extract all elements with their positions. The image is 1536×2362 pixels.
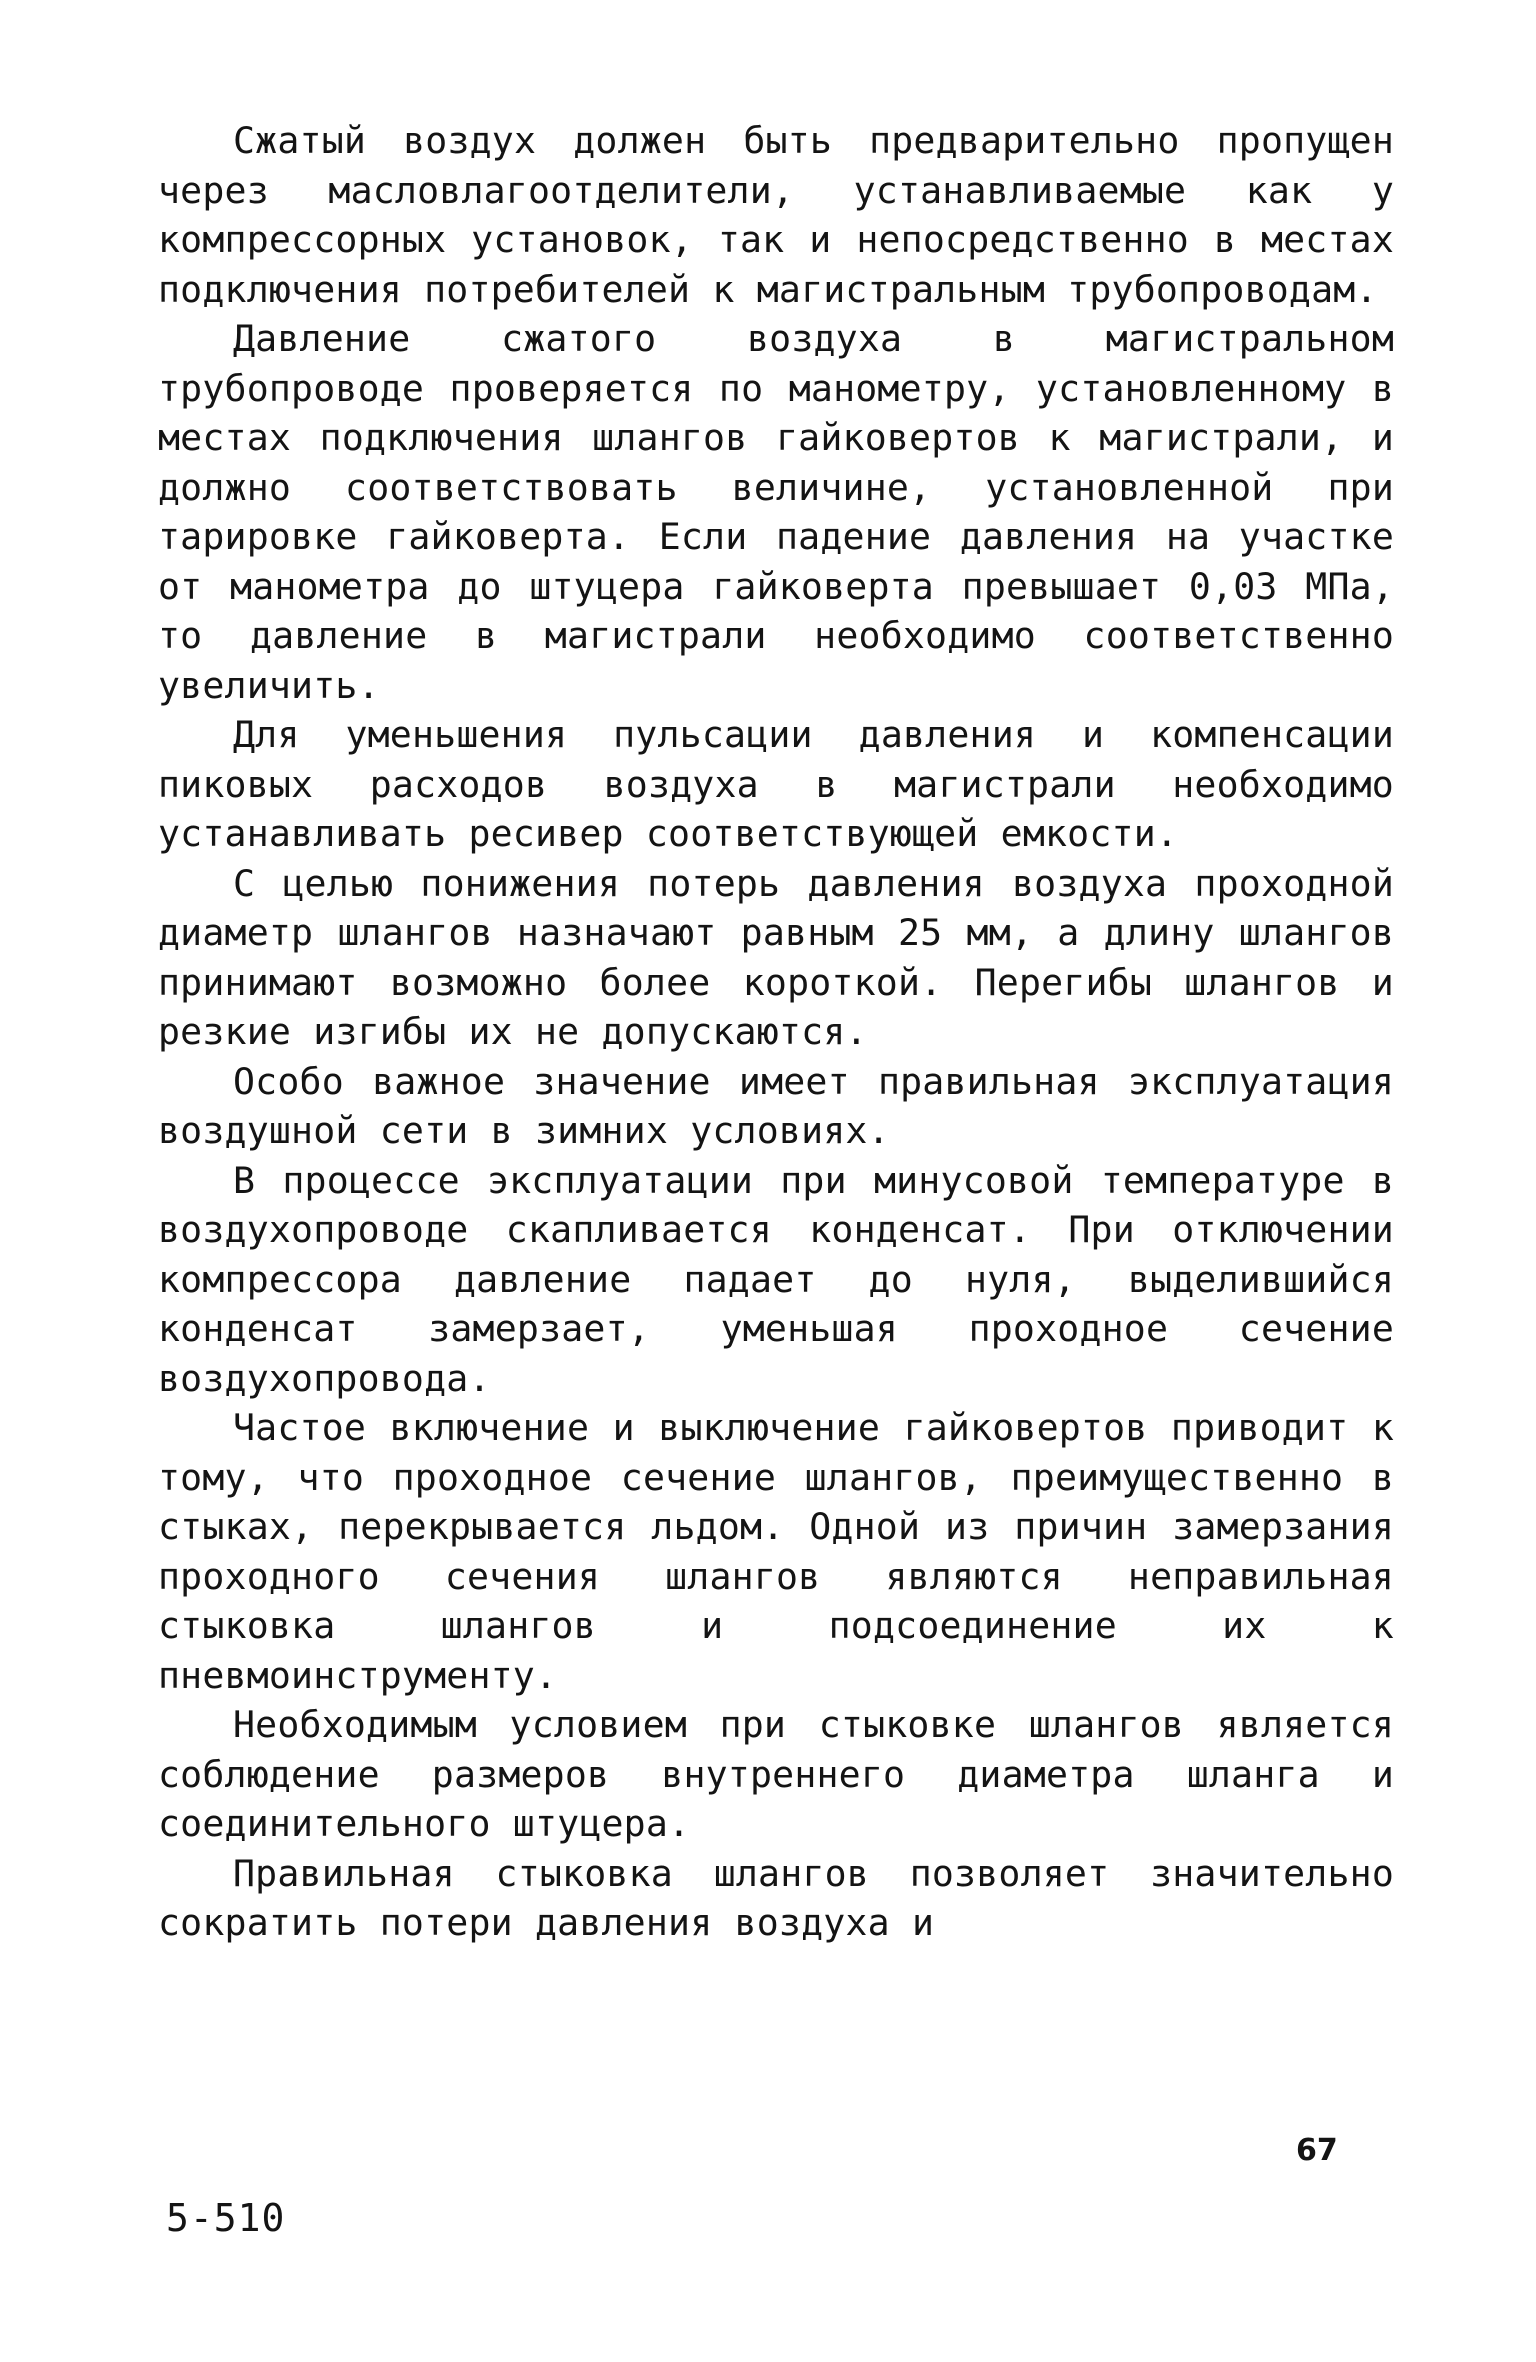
paragraph-1: Сжатый воздух должен быть предварительно пропущен через масловлагоотделители, устанавливаемые как у компрессорных установок, так и непосредственно в местах подключения потребителей к магистральным трубопроводам. [158, 119, 1394, 311]
paragraph-5: Особо важное значение имеет правильная эксплуатация воздушной сети в зимних условиях. [158, 1059, 1394, 1152]
printer-signature-mark: 5-510 [166, 2196, 286, 2240]
paragraph-7: Частое включение и выключение гайковертов приводит к тому, что проходное сечение шлангов, преимущественно в стыках, перекрывается льдом. Одной из причин замерзания проходного сечения шлангов являются неправильная стыковка шлангов и подсоединение их к пневмоинструменту. [158, 1406, 1394, 1697]
paragraph-2: Давление сжатого воздуха в магистральном трубопроводе проверяется по манометру, установленному в местах подключения шлангов гайковертов к магистрали, и должно соответствовать величине, установленной при тарировке гайковерта. Если падение давления на участке от манометра до штуцера гайковерта превышает 0,03 МПа, то давление в магистрали необходимо соответственно увеличить. [158, 317, 1394, 707]
paragraph-4: С целью понижения потерь давления воздуха проходной диаметр шлангов назначают равным 25 мм, а длину шлангов принимают возможно более короткой. Перегибы шлангов и резкие изгибы их не допускаются. [158, 861, 1394, 1053]
paragraph-3: Для уменьшения пульсации давления и компенсации пиковых расходов воздуха в магистрали необходимо устанавливать ресивер соответствующей емкости. [158, 713, 1394, 855]
paragraph-8: Необходимым условием при стыковке шлангов является соблюдение размеров внутреннего диаметра шланга и соединительного штуцера. [158, 1703, 1394, 1845]
page-body [158, 116, 1394, 1948]
page-number: 67 [1296, 2133, 1338, 2168]
paragraph-6: В процессе эксплуатации при минусовой температуре в воздухопроводе скапливается конденсат. При отключении компрессора давление падает до нуля, выделившийся конденсат замерзает, уменьшая проходное сечение воздухопровода. [158, 1158, 1394, 1400]
paragraph-9: Правильная стыковка шлангов позволяет значительно сократить потери давления воздуха и [158, 1851, 1394, 1944]
